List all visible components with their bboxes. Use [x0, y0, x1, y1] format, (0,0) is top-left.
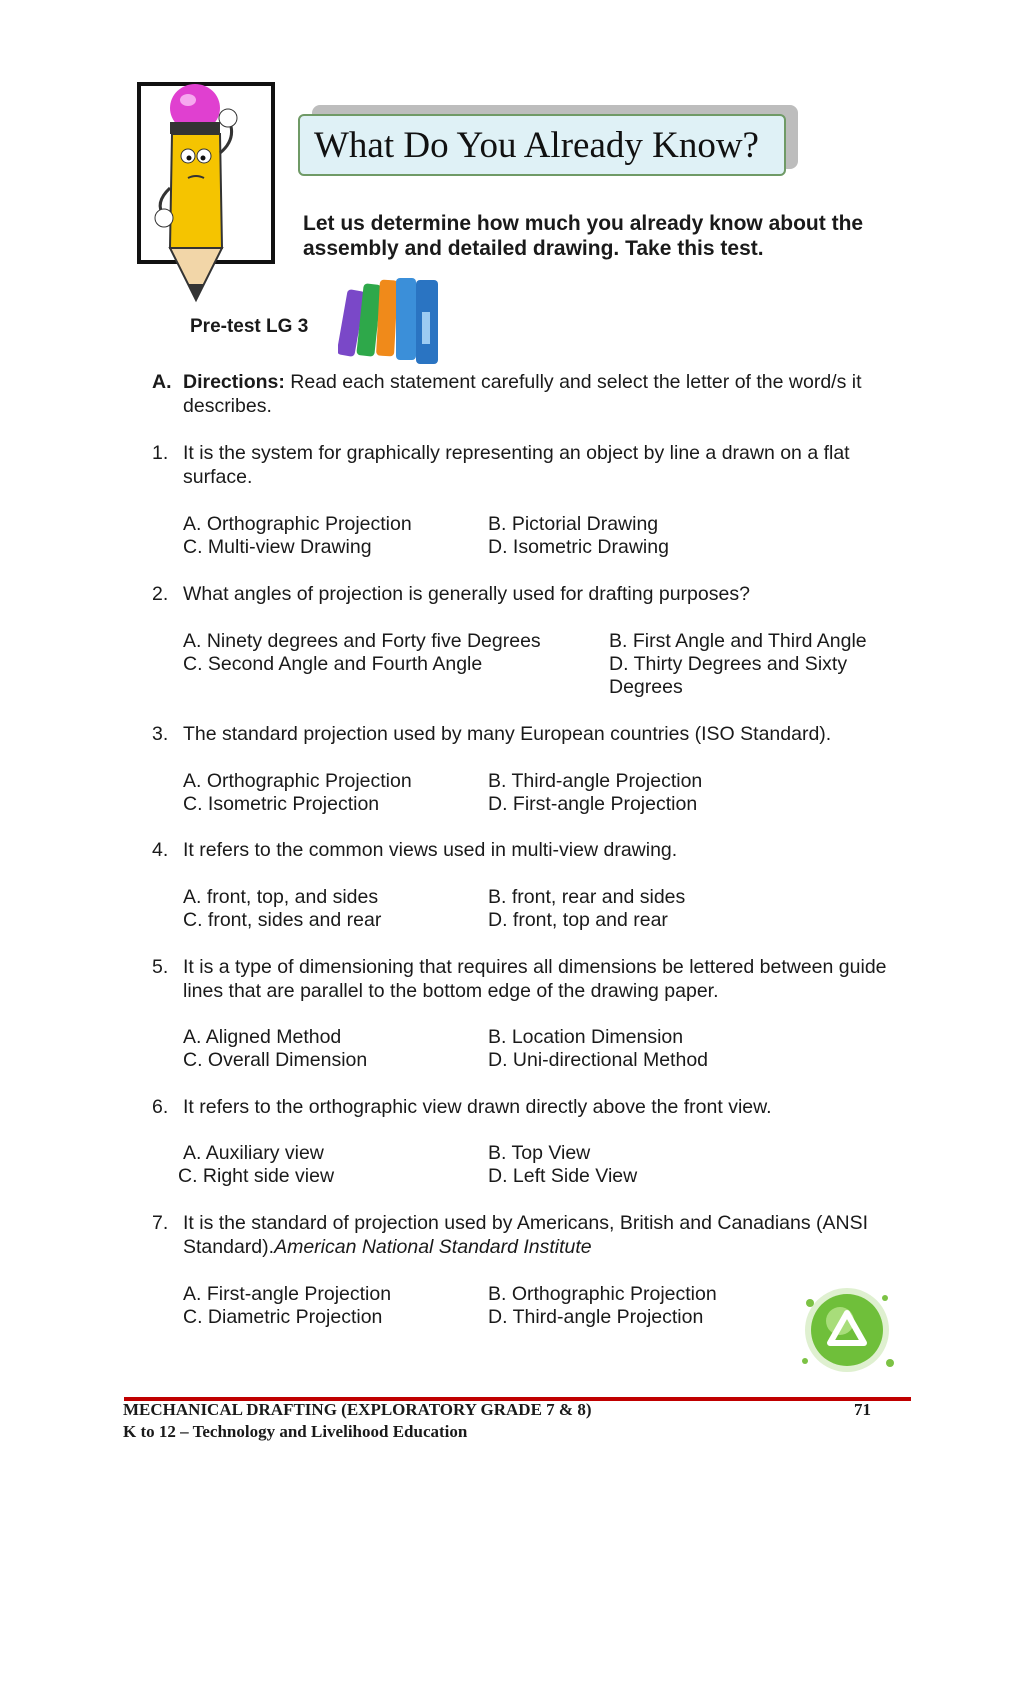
question-6-option-d[interactable]: D. Left Side View: [488, 1165, 638, 1187]
books-icon: [338, 272, 452, 368]
question-7-number: 7.: [152, 1212, 169, 1234]
footer-program-title: K to 12 – Technology and Livelihood Education: [123, 1422, 468, 1441]
question-5-option-d[interactable]: D. Uni-directional Method: [488, 1049, 709, 1071]
question-4-option-a[interactable]: A. front, top, and sides: [183, 886, 379, 908]
question-6-number: 6.: [152, 1096, 169, 1118]
question-6-option-a[interactable]: A. Auxiliary view: [183, 1142, 324, 1164]
directions-text: Read each statement carefully and select the letter of the word/s it describes.: [183, 371, 862, 417]
question-2-number: 2.: [152, 583, 169, 605]
intro-text: Let us determine how much you already know about the assembly and detailed drawing. Take this test.: [303, 212, 864, 260]
question-2-option-a[interactable]: A. Ninety degrees and Forty five Degrees: [183, 630, 541, 652]
recycle-globe-icon: [790, 1273, 905, 1388]
question-7-text: [183, 1212, 903, 1259]
question-3-option-b[interactable]: B. Third-angle Projection: [488, 770, 703, 792]
question-3-option-c[interactable]: C. Isometric Projection: [183, 793, 380, 815]
question-4-option-b[interactable]: B. front, rear and sides: [488, 886, 686, 908]
question-2-option-c[interactable]: C. Second Angle and Fourth Angle: [183, 653, 483, 675]
question-1-option-d[interactable]: D. Isometric Drawing: [488, 536, 669, 558]
question-7-option-b[interactable]: B. Orthographic Projection: [488, 1283, 717, 1305]
question-7-option-a[interactable]: A. First-angle Projection: [183, 1283, 392, 1305]
pencil-mascot-icon: [130, 78, 290, 310]
page-title: [298, 114, 786, 176]
question-4-option-c[interactable]: C. front, sides and rear: [183, 909, 382, 931]
pretest-label: Pre-test LG 3: [190, 316, 309, 337]
question-6-option-b[interactable]: B. Top View: [488, 1142, 591, 1164]
question-2-text: What angles of projection is generally used for drafting purposes?: [183, 583, 750, 605]
directions-label: Directions:: [183, 371, 285, 393]
question-3-text: The standard projection used by many European countries (ISO Standard).: [183, 723, 832, 745]
question-2-option-d-continued: Degrees: [609, 676, 683, 698]
directions: [183, 371, 903, 418]
question-7-text-italic: American National Standard Institute: [274, 1235, 592, 1258]
question-7-option-c[interactable]: C. Diametric Projection: [183, 1306, 383, 1328]
question-7-text-main: It is the standard of projection used by Americans, British and Canadians (ANSI Standard).: [183, 1212, 869, 1258]
page-title-text: What Do You Already Know?: [314, 124, 759, 166]
question-1-option-a[interactable]: A. Orthographic Projection: [183, 513, 412, 535]
question-5-text: It is a type of dimensioning that requires all dimensions be lettered between guide lines that are parallel to the bottom edge of the drawing paper.: [183, 956, 887, 1002]
question-4-number: 4.: [152, 839, 169, 861]
question-3-number: 3.: [152, 723, 169, 745]
question-5-option-c[interactable]: C. Overall Dimension: [183, 1049, 368, 1071]
page-number: 71: [854, 1400, 871, 1419]
question-1-number: 1.: [152, 442, 169, 464]
footer-course-title: MECHANICAL DRAFTING (EXPLORATORY GRADE 7 & 8): [123, 1400, 592, 1419]
question-2-option-b[interactable]: B. First Angle and Third Angle: [609, 630, 867, 652]
question-5-number: 5.: [152, 956, 169, 978]
question-3-option-a[interactable]: A. Orthographic Projection: [183, 770, 412, 792]
question-1-option-b[interactable]: B. Pictorial Drawing: [488, 513, 659, 535]
question-5-option-a[interactable]: A. Aligned Method: [183, 1026, 342, 1048]
question-6-text: It refers to the orthographic view drawn directly above the front view.: [183, 1096, 772, 1118]
question-3-option-d[interactable]: D. First-angle Projection: [488, 793, 698, 815]
question-1-option-c[interactable]: C. Multi-view Drawing: [183, 536, 372, 558]
question-5-option-b[interactable]: B. Location Dimension: [488, 1026, 684, 1048]
question-6-option-c[interactable]: C. Right side view: [178, 1165, 335, 1187]
question-4-text: It refers to the common views used in multi-view drawing.: [183, 839, 678, 861]
question-4-option-d[interactable]: D. front, top and rear: [488, 909, 668, 931]
question-7-option-d[interactable]: D. Third-angle Projection: [488, 1306, 704, 1328]
directions-letter: A.: [152, 371, 172, 393]
question-2-option-d[interactable]: D. Thirty Degrees and Sixty: [609, 653, 848, 675]
question-1-text: It is the system for graphically representing an object by line a drawn on a flat surface.: [183, 442, 850, 488]
